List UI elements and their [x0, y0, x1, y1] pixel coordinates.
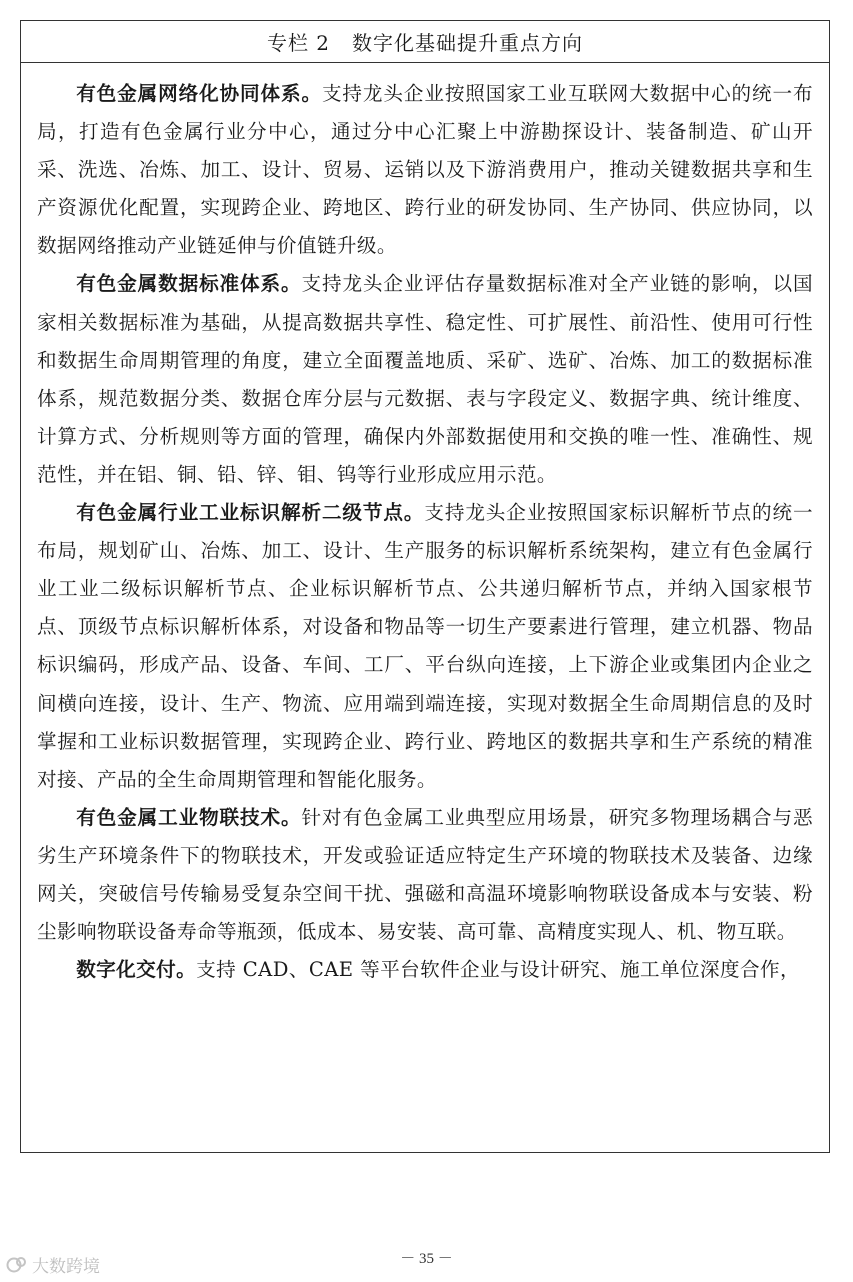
paragraph-lead: 有色金属数据标准体系。 [76, 272, 302, 296]
paragraph-text: 支持龙头企业按照国家工业互联网大数据中心的统一布局，打造有色金属行业分中心，通过分中心汇聚上中游勘探设计、装备制造、矿山开采、洗选、冶炼、加工、设计、贸易、运销以及下游消费用户，推动关键数据共享和生产资源优化配置，实现跨企业、跨地区、跨行业的研发协同、生产协同、供应协同，以数据网络推动产业链延伸与价值链升级。 [37, 82, 813, 258]
paragraph-iot-technology [37, 799, 813, 951]
watermark [6, 1252, 100, 1277]
paragraph-text: 支持龙头企业评估存量数据标准对全产业链的影响，以国家相关数据标准为基础，从提高数据共享性、稳定性、可扩展性、前沿性、使用可行性和数据生命周期管理的角度，建立全面覆盖地质、采矿、选矿、冶炼、加工的数据标准体系，规范数据分类、数据仓库分层与元数据、表与字段定义、数据字典、统计维度、计算方式、分析规则等方面的管理，确保内外部数据使用和交换的唯一性、准确性、规范性，并在铝、铜、铅、锌、钼、钨等行业形成应用示范。 [37, 272, 814, 486]
paragraph-text: 支持 CAD、CAE 等平台软件企业与设计研究、施工单位深度合作， [196, 958, 800, 982]
box-title-prefix: 专栏 2 [266, 31, 331, 55]
paragraph-lead: 有色金属工业物联技术。 [76, 805, 302, 829]
paragraph-identifier-resolution [37, 494, 813, 799]
paragraph-text: 针对有色金属工业典型应用场景，研究多物理场耦合与恶劣生产环境条件下的物联技术，开发或验证适应特定生产环境的物联技术及装备、边缘网关，突破信号传输易受复杂空间干扰、强磁和高温环境影响物联设备成本与安装、粉尘影响物联设备寿命等瓶颈，低成本、易安装、高可靠、高精度实现人、机、物互联。 [37, 805, 814, 944]
paragraph-lead: 有色金属行业工业标识解析二级节点。 [76, 501, 425, 525]
box-title [21, 21, 829, 63]
watermark-logo-icon [6, 1255, 28, 1275]
page-number: － 35 － [400, 1251, 453, 1267]
paragraph-lead: 有色金属网络化协同体系。 [76, 82, 322, 105]
box-title-text: 数字化基础提升重点方向 [352, 31, 584, 55]
box-body [21, 63, 829, 989]
paragraph-text: 支持龙头企业按照国家标识解析节点的统一布局，规划矿山、冶炼、加工、设计、生产服务的标识解析系统架构，建立有色金属行业工业二级标识解析节点、企业标识解析节点、公共递归解析节点，并纳入国家根节点、顶级节点标识解析体系，对设备和物品等一切生产要素进行管理，建立机器、物品标识编码，形成产品、设备、车间、工厂、平台纵向连接，上下游企业或集团内企业之间横向连接，设计、生产、物流、应用端到端连接，实现对数据全生命周期信息的及时掌握和工业标识数据管理，实现跨企业、跨行业、跨地区的数据共享和生产系统的精准对接、产品的全生命周期管理和智能化服务。 [37, 501, 813, 791]
paragraph-network-collaboration [37, 75, 813, 265]
paragraph-data-standard [37, 265, 813, 494]
paragraph-digital-delivery [37, 951, 813, 989]
feature-box [20, 20, 830, 1153]
paragraph-lead: 数字化交付。 [76, 958, 197, 982]
watermark-text: 大数跨境 [32, 1257, 100, 1277]
